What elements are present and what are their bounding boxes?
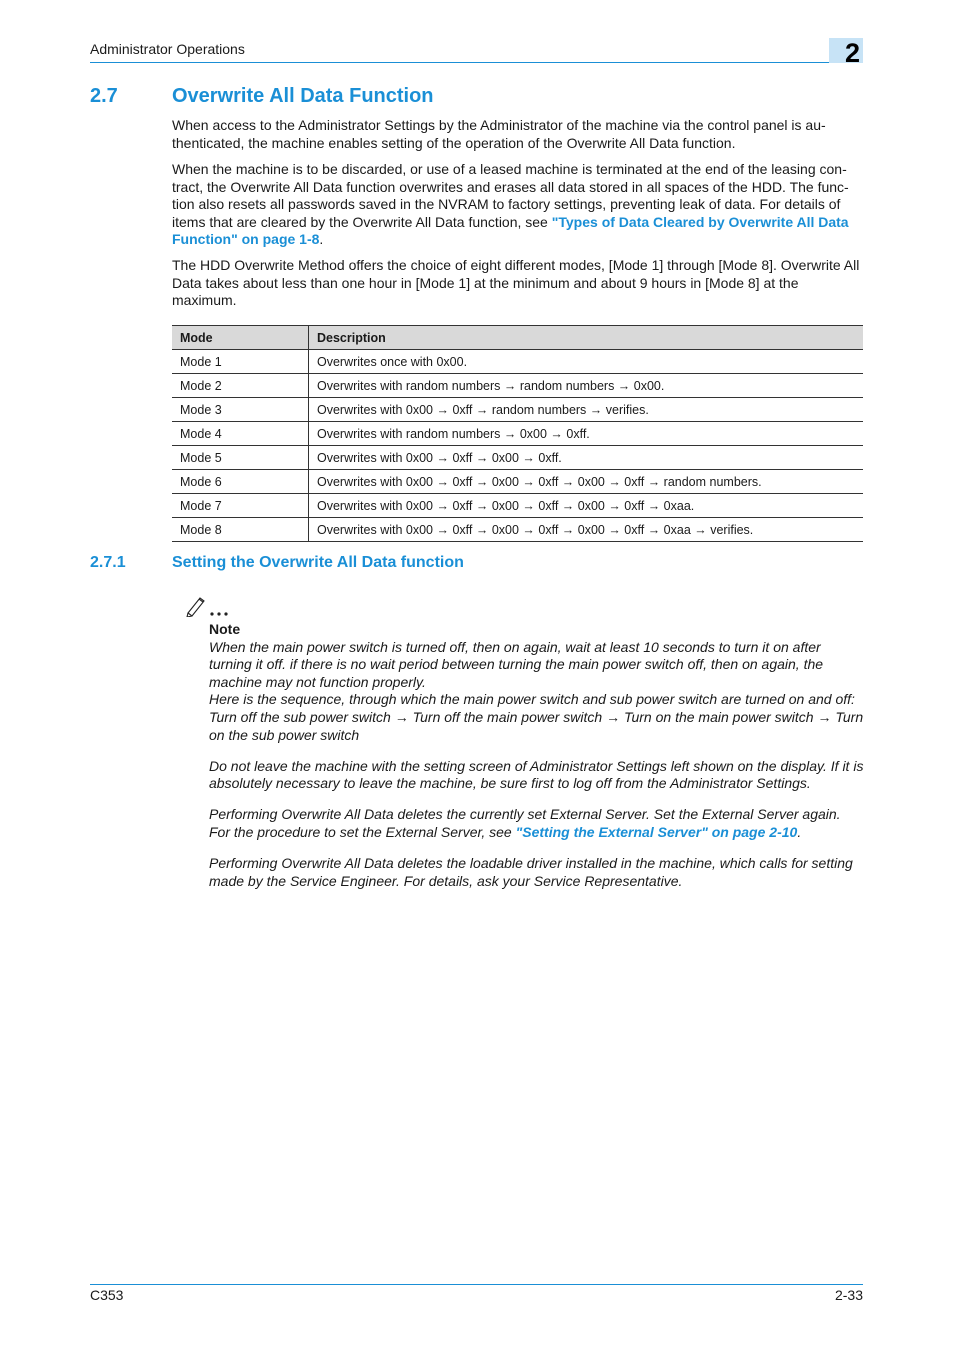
description-cell: Overwrites with 0x00 → 0xff → random numbers → verifies. bbox=[309, 398, 864, 422]
mode-cell: Mode 5 bbox=[172, 446, 309, 470]
description-cell: Overwrites with random numbers → random numbers → 0x00. bbox=[309, 374, 864, 398]
paragraph-2-text: When the machine is to be discarded, or use of a leased machine is terminated at the end of the leasing con-tract, the Overwrite All Data function overwrites and erases all data stored in all spaces of the HDD. The func-tion also resets all passwords saved in the NVRAM to factory settings, preventing leak of data. For details of items that are cleared by the Overwrite All Data function, see bbox=[172, 161, 849, 230]
column-header-mode: Mode bbox=[172, 326, 309, 350]
running-header: Administrator Operations bbox=[90, 41, 245, 57]
note-external-server-end: . bbox=[797, 823, 802, 840]
mode-cell: Mode 7 bbox=[172, 494, 309, 518]
note-text-driver: Performing Overwrite All Data deletes the loadable driver installed in the machine, which calls for setting made by the Service Engineer. For details, ask your Service Representative. bbox=[209, 855, 853, 889]
table-row bbox=[172, 422, 863, 446]
table-row bbox=[172, 518, 863, 542]
external-server-link[interactable]: "Setting the External Server" on page 2-10 bbox=[515, 823, 798, 840]
table-row bbox=[172, 398, 863, 422]
section-number: 2.7 bbox=[90, 85, 118, 107]
section-heading bbox=[90, 85, 434, 108]
note-text-sequence: Turn off the sub power switch → Turn off the main power switch → Turn on the main power switch → Turn on the sub power switch bbox=[209, 708, 864, 743]
description-cell: Overwrites once with 0x00. bbox=[309, 350, 864, 374]
cross-reference-link[interactable]: "Types of Data Cleared by Overwrite All Data Function" on page 1-8 bbox=[172, 213, 849, 247]
note-block bbox=[209, 621, 865, 890]
description-cell: Overwrites with 0x00 → 0xff → 0x00 → 0xff → 0x00 → 0xff → 0xaa. bbox=[309, 494, 864, 518]
footer-page-number: 2-33 bbox=[834, 1287, 863, 1303]
footer-model: C353 bbox=[90, 1287, 124, 1303]
paragraph-1: When access to the Administrator Settings by the Administrator of the machine via the control panel is au-thenticated, the machine enables setting of the operation of the Overwrite All Data function. bbox=[172, 117, 826, 151]
description-cell: Overwrites with 0x00 → 0xff → 0x00 → 0xff. bbox=[309, 446, 864, 470]
pencil-note-icon bbox=[186, 593, 234, 617]
note-external-server-text: Performing Overwrite All Data deletes the currently set External Server. Set the External Server again. For the procedure to set the External Server, see bbox=[209, 806, 841, 840]
description-cell: Overwrites with random numbers → 0x00 → 0xff. bbox=[309, 422, 864, 446]
note-text-logoff: Do not leave the machine with the setting screen of Administrator Settings left shown on the display. If it is absolutely necessary to leave the machine, be sure first to log off from the Administrator Settings. bbox=[209, 757, 864, 792]
header-rule bbox=[90, 62, 830, 63]
subsection-title: Setting the Overwrite All Data function bbox=[172, 554, 464, 571]
subsection-number: 2.7.1 bbox=[90, 554, 126, 571]
paragraph-2 bbox=[172, 161, 863, 249]
table-row bbox=[172, 446, 863, 470]
subsection-heading bbox=[90, 554, 464, 572]
note-text-external-server bbox=[209, 806, 865, 841]
paragraph-3: The HDD Overwrite Method offers the choice of eight different modes, [Mode 1] through [Mode 8]. Overwrite All Data takes about less than one hour in [Mode 1] at the minimum and about 9 hours in [Mode 8] at the maximum. bbox=[172, 257, 860, 308]
description-cell: Overwrites with 0x00 → 0xff → 0x00 → 0xff → 0x00 → 0xff → 0xaa → verifies. bbox=[309, 518, 864, 542]
table-header-row bbox=[172, 326, 863, 350]
note-label: Note bbox=[209, 621, 241, 637]
mode-cell: Mode 1 bbox=[172, 350, 309, 374]
description-cell: Overwrites with 0x00 → 0xff → 0x00 → 0xff → 0x00 → 0xff → random numbers. bbox=[309, 470, 864, 494]
chapter-number: 2 bbox=[845, 38, 861, 68]
footer-rule bbox=[90, 1284, 863, 1285]
mode-cell: Mode 2 bbox=[172, 374, 309, 398]
section-title: Overwrite All Data Function bbox=[172, 85, 434, 107]
overwrite-modes-table bbox=[172, 325, 863, 542]
table-row bbox=[172, 350, 863, 374]
column-header-description: Description bbox=[309, 326, 864, 350]
mode-cell: Mode 6 bbox=[172, 470, 309, 494]
paragraph-2-end: . bbox=[319, 231, 324, 247]
mode-cell: Mode 3 bbox=[172, 398, 309, 422]
mode-cell: Mode 4 bbox=[172, 422, 309, 446]
note-text-power-wait: When the main power switch is turned off, then on again, wait at least 10 seconds to turn it on after turning it off. if there is no wait period between turning the main power switch off, then on again, the machine may not function properly. bbox=[209, 638, 824, 690]
table-row bbox=[172, 494, 863, 518]
note-text-sequence-intro: Here is the sequence, through which the main power switch and sub power switch are turned on and off: bbox=[209, 691, 855, 708]
mode-cell: Mode 8 bbox=[172, 518, 309, 542]
table-row bbox=[172, 374, 863, 398]
table-row bbox=[172, 470, 863, 494]
